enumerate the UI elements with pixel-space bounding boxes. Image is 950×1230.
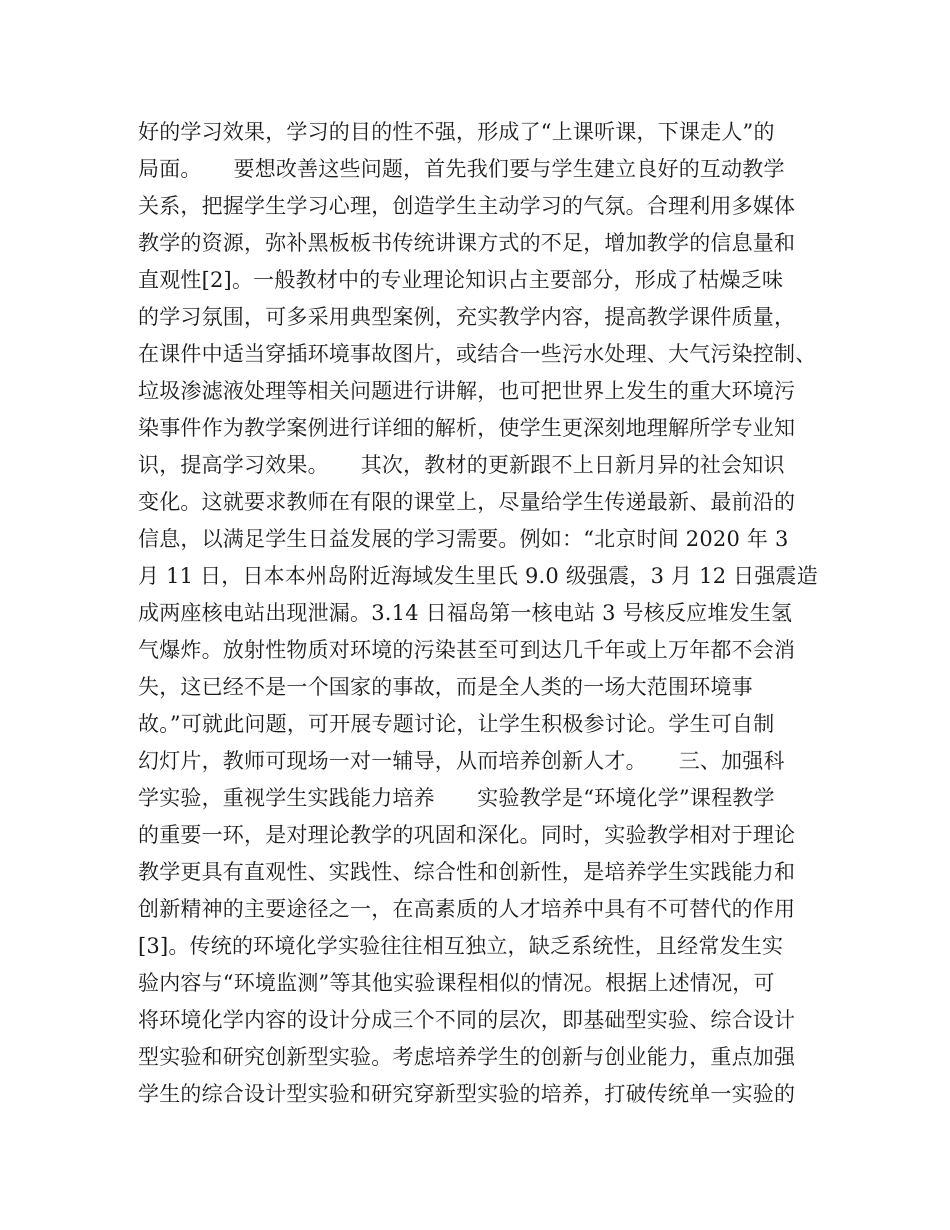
text-line: 信息，以满足学生日益发展的学习需要。例如：“北京时间 2020 年 3 [138, 527, 789, 551]
text-line: 教学的资源，弥补黑板板书传统讲课方式的不足，增加教学的信息量和 [138, 231, 796, 255]
text-line: 失，这已经不是一个国家的事故，而是全人类的一场大范围环境事 [138, 675, 753, 699]
text-line: 气爆炸。放射性物质对环境的污染甚至可到达几千年或上万年都不会消 [138, 638, 796, 662]
text-line: 学实验，重视学生实践能力培养 实验教学是“环境化学”课程教学 [138, 786, 775, 810]
text-line: 的重要一环，是对理论教学的巩固和深化。同时，实验教学相对于理论 [138, 823, 796, 847]
text-line: 型实验和研究创新型实验。考虑培养学生的创新与创业能力，重点加强 [138, 1045, 796, 1069]
text-line: 将环境化学内容的设计分成三个不同的层次，即基础型实验、综合设计 [138, 1008, 796, 1032]
text-line: 学生的综合设计型实验和研究穿新型实验的培养，打破传统单一实验的 [138, 1082, 796, 1106]
text-line: [3]。传统的环境化学实验往往相互独立，缺乏系统性，且经常发生实 [138, 934, 784, 958]
text-line: 的学习氛围，可多采用典型案例，充实教学内容，提高教学课件质量， [138, 305, 796, 329]
text-line: 验内容与“环境监测”等其他实验课程相似的情况。根据上述情况，可 [138, 971, 775, 995]
text-line: 幻灯片，教师可现场一对一辅导，从而培养创新人才。 三、加强科 [138, 749, 785, 773]
text-line: 创新精神的主要途径之一，在高素质的人才培养中具有不可替代的作用 [138, 897, 796, 921]
body-text [138, 114, 828, 1113]
text-line: 好的学习效果，学习的目的性不强，形成了“上课听课，下课走人”的 [138, 120, 775, 144]
text-line: 教学更具有直观性、实践性、综合性和创新性，是培养学生实践能力和 [138, 860, 796, 884]
text-line: 垃圾渗滤液处理等相关问题进行讲解，也可把世界上发生的重大环境污 [138, 379, 796, 403]
text-line: 直观性[2]。一般教材中的专业理论知识占主要部分，形成了枯燥乏味 [138, 268, 784, 292]
text-line: 染事件作为教学案例进行详细的解析，使学生更深刻地理解所学专业知 [138, 416, 796, 440]
text-line: 月 11 日，日本本州岛附近海域发生里氏 9.0 级强震，3 月 12 日强震造 [138, 564, 818, 588]
text-line: 关系，把握学生学习心理，创造学生主动学习的气氛。合理利用多媒体 [138, 194, 796, 218]
text-line: 局面。 要想改善这些问题，首先我们要与学生建立良好的互动教学 [138, 157, 785, 181]
text-line: 在课件中适当穿插环境事故图片，或结合一些污水处理、大气污染控制、 [138, 342, 817, 366]
text-line: 变化。这就要求教师在有限的课堂上，尽量给学生传递最新、最前沿的 [138, 490, 796, 514]
text-line: 识，提高学习效果。 其次，教材的更新跟不上日新月异的社会知识 [138, 453, 785, 477]
text-line: 故。”可就此问题，可开展专题讨论，让学生积极参讨论。学生可自制 [138, 712, 775, 736]
text-line: 成两座核电站出现泄漏。3.14 日福岛第一核电站 3 号核反应堆发生氢 [138, 601, 793, 625]
